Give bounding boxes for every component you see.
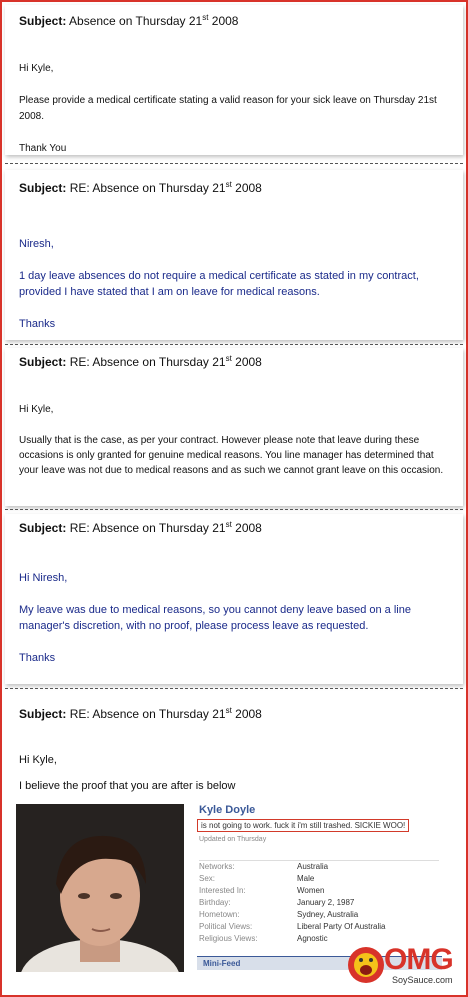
info-row: Hometown: Sydney, Australia xyxy=(199,910,359,919)
info-row: Interested In: Women xyxy=(199,886,325,895)
email-panel-1 xyxy=(5,5,463,155)
email-subject: Subject: Absence on Thursday 21st 2008 xyxy=(19,13,239,28)
email-body: Niresh, 1 day leave absences do not require a medical certificate as stated in my contract, provided I have stated that I am on leave for medical reasons. Thanks xyxy=(19,238,419,330)
info-row: Birthday: January 2, 1987 xyxy=(199,898,355,907)
email-body: Hi Kyle, Usually that is the case, as per your contract. However please note that leave during these occasions is only granted for genuine medical reasons. You line manager has determined that your leave was not due to medical reasons and as such we cannot grant leave on this occasion. xyxy=(19,404,444,476)
profile-photo xyxy=(16,804,184,972)
email-subject: Subject: RE: Absence on Thursday 21st 2008 xyxy=(19,706,262,721)
email-body: Hi Kyle, Please provide a medical certificate stating a valid reason for your sick leave on Thursday 21st 2008. Thank You xyxy=(19,63,437,154)
info-row: Sex: Male xyxy=(199,874,315,883)
status-updated: Updated on Thursday xyxy=(199,836,267,843)
profile-name[interactable]: Kyle Doyle xyxy=(199,804,256,816)
omg-soysauce-logo xyxy=(346,943,462,989)
email-subject: Subject: RE: Absence on Thursday 21st 2008 xyxy=(19,180,262,195)
email-panel-2 xyxy=(5,170,463,340)
email-body: Hi Kyle, I believe the proof that you are after is below xyxy=(19,754,236,792)
logo-subtext: SoySauce.com xyxy=(392,975,453,985)
email-panel-3 xyxy=(5,348,463,506)
info-row: Networks: Australia xyxy=(199,862,329,871)
info-row: Political Views: Liberal Party Of Australia xyxy=(199,922,386,931)
email-body: Hi Niresh, My leave was due to medical reasons, so you cannot deny leave based on a line manager's discretion, with no proof, please process leave as requested. Thanks xyxy=(19,572,411,664)
mini-feed-header[interactable]: Mini-Feed xyxy=(197,956,442,970)
profile-status: is not going to work. fuck it i'm still trashed. SICKIE WOO! xyxy=(197,819,409,832)
profile-info xyxy=(199,860,439,945)
email-panel-4 xyxy=(5,514,463,684)
email-subject: Subject: RE: Absence on Thursday 21st 2008 xyxy=(19,354,262,369)
email-subject: Subject: RE: Absence on Thursday 21st 2008 xyxy=(19,520,262,535)
logo-text: OMG xyxy=(384,943,453,976)
info-row: Religious Views: Agnostic xyxy=(199,934,328,943)
